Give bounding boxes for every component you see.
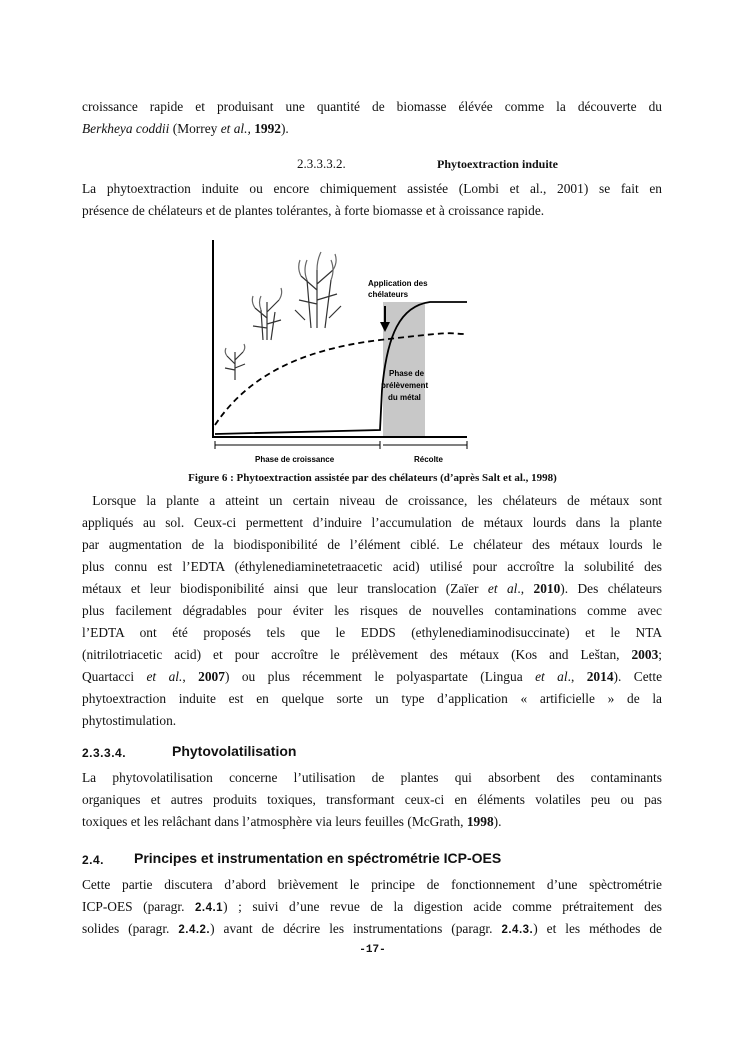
text-fragment: ) ou plus récemment le polyaspartate (Lingua bbox=[224, 669, 536, 684]
label-phase-2: prélèvement bbox=[381, 381, 429, 390]
citation-year: 2010 bbox=[533, 581, 561, 596]
label-phase-1: Phase de bbox=[389, 369, 425, 378]
citation-text: (Morrey bbox=[172, 121, 221, 136]
text-fragment: , bbox=[182, 669, 199, 684]
text-line: La phytovolatilisation concerne l’utilisation de plantes qui absorbent des contaminants bbox=[82, 770, 662, 785]
label-phase-3: du métal bbox=[388, 393, 421, 402]
citation-etal: et al bbox=[535, 669, 568, 684]
text-line: phytoextraction induite est en quelque sorte un type d’application « artificielle » de la bbox=[82, 691, 662, 706]
plant-large-icon bbox=[295, 252, 341, 328]
text-line: l’EDTA ont été proposés tels que le EDDS (ethylenediaminodisuccinate) et le NTA bbox=[82, 625, 662, 640]
text-fragment: ., bbox=[517, 581, 534, 596]
heading-number: 2.4. bbox=[82, 853, 105, 867]
text-fragment: ICP-OES (paragr. bbox=[82, 899, 195, 914]
text-line: plus connu est l’EDTA (éthylenediaminetetraacetic acid) utilisé pour accroître la solubilité des bbox=[82, 559, 662, 574]
text-line bbox=[82, 666, 662, 688]
paragraph-induced-phytoextraction bbox=[82, 178, 662, 222]
paragraph-phytovolatilisation bbox=[82, 767, 662, 833]
figure-6-caption: Figure 6 : Phytoextraction assistée par des chélateurs (d’après Salt et al., 1998) bbox=[188, 472, 557, 484]
text-line: phytostimulation. bbox=[82, 713, 177, 728]
text-line bbox=[82, 578, 662, 600]
text-fragment: solides (paragr. bbox=[82, 921, 179, 936]
text-line bbox=[82, 811, 662, 833]
text-fragment: ). Des chélateurs bbox=[560, 581, 662, 596]
text-line: Lorsque la plante a atteint un certain niveau de croissance, les chélateurs de métaux sont bbox=[82, 493, 662, 508]
section-reference: 2.4.2. bbox=[178, 924, 211, 936]
text-line: plus facilement dégradables pour éviter les risques de nouvelles contaminations comme avec bbox=[82, 603, 662, 618]
text-fragment: ; bbox=[658, 647, 662, 662]
plant-medium-icon bbox=[252, 288, 281, 340]
section-heading-2-4 bbox=[82, 850, 502, 869]
citation-etal: et al., bbox=[220, 121, 251, 136]
citation-year: 2007 bbox=[198, 669, 225, 684]
metal-uptake-curve bbox=[215, 302, 467, 434]
x-label-growth: Phase de croissance bbox=[255, 455, 335, 464]
paragraph-icp-oes-intro bbox=[82, 874, 662, 940]
heading-title: Phytovolatilisation bbox=[172, 743, 297, 759]
page-number: -17- bbox=[359, 944, 386, 956]
section-reference: 2.4.1 bbox=[194, 902, 224, 914]
text-fragment: Quartacci bbox=[82, 669, 147, 684]
section-heading-2-3-3-3-2 bbox=[297, 156, 346, 172]
text-fragment: ). bbox=[493, 814, 502, 829]
biomass-curve bbox=[215, 333, 467, 425]
citation-year: 1998 bbox=[466, 814, 494, 829]
text-fragment: ., bbox=[567, 669, 587, 684]
label-application-2: chélateurs bbox=[368, 290, 409, 299]
text-fragment: ) avant de décrire les instrumentations (paragr. bbox=[210, 921, 502, 936]
section-reference: 2.4.3. bbox=[501, 924, 534, 936]
text-fragment: ) et les méthodes de bbox=[533, 921, 662, 936]
text-line: croissance rapide et produisant une quantité de biomasse élévée comme la découverte du bbox=[82, 99, 662, 114]
citation-year: 1992 bbox=[254, 121, 281, 136]
section-heading-2-3-3-4 bbox=[82, 743, 297, 762]
paragraph-chelators bbox=[82, 490, 662, 732]
text-fragment: ) ; suivi d’une revue de la digestion acide comme prétraitement des bbox=[223, 899, 662, 914]
text-line: La phytoextraction induite ou encore chimiquement assistée (Lombi et al., 2001) se fait en bbox=[82, 181, 662, 196]
citation-etal: et al. bbox=[146, 669, 183, 684]
plant-small-icon bbox=[225, 344, 245, 380]
text-line: par augmentation de la biodisponibilité de l’élément ciblé. Le chélateur des métaux lourds le bbox=[82, 537, 662, 552]
text-line: Cette partie discutera d’abord brièvement le principe de fonctionnement d’une spèctrométrie bbox=[82, 877, 662, 892]
text-fragment: ). Cette bbox=[613, 669, 663, 684]
heading-number: 2.3.3.4. bbox=[82, 746, 127, 760]
label-application: Application des bbox=[368, 279, 428, 288]
citation-etal: et al bbox=[487, 581, 518, 596]
section-heading-title: Phytoextraction induite bbox=[437, 157, 558, 171]
heading-title: Principes et instrumentation en spéctrométrie ICP-OES bbox=[134, 850, 502, 866]
text-fragment: (nitrilotriacetic acid) et pour accroître le prélèvement des métaux (Kos and Leštan, bbox=[82, 647, 632, 662]
text-line: organiques et autres produits toxiques, transformant ceux-ci en éléments volatiles peu ou pas bbox=[82, 792, 662, 807]
text-line bbox=[82, 644, 662, 666]
x-label-harvest: Récolte bbox=[414, 455, 443, 464]
heading-number: 2.3.3.3.2. bbox=[297, 156, 346, 171]
text-line bbox=[82, 896, 662, 918]
text-fragment: toxiques et les relâchant dans l’atmosphère via leurs feuilles (McGrath, bbox=[82, 814, 467, 829]
text-fragment: métaux et leur biodisponibilité ainsi que leur translocation (Zaïer bbox=[82, 581, 488, 596]
species-name: Berkheya coddii bbox=[82, 121, 170, 136]
figure-6-diagram bbox=[205, 240, 470, 468]
text-line: présence de chélateurs et de plantes tolérantes, à forte biomasse et à croissance rapide. bbox=[82, 203, 545, 218]
text-line bbox=[82, 918, 662, 940]
citation-close: ). bbox=[280, 121, 289, 136]
text-line bbox=[82, 118, 662, 140]
paragraph-intro bbox=[82, 96, 662, 140]
citation-year: 2003 bbox=[631, 647, 659, 662]
citation-year: 2014 bbox=[586, 669, 614, 684]
text-line: appliqués au sol. Ceux-ci permettent d’induire l’accumulation de métaux lourds dans la plante bbox=[82, 515, 662, 530]
